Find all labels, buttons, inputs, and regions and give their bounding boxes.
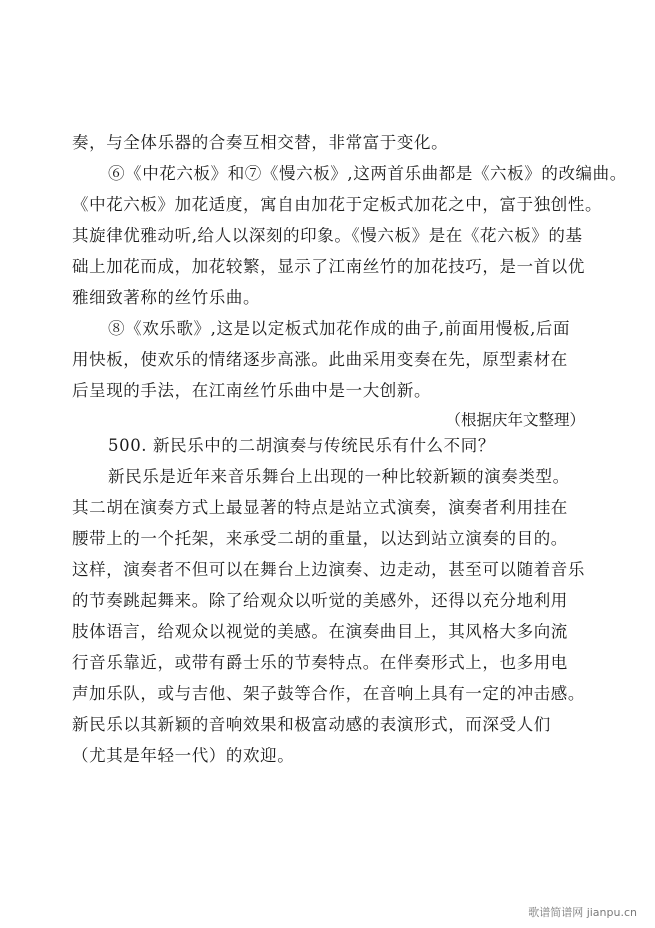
paragraph-line: （尤其是年轻一代）的欢迎。 <box>72 746 295 765</box>
attribution-note: （根据庆年文整理） <box>445 411 585 429</box>
paragraph-line: 《中花六板》加花适度，寓自由加花于定板式加花之中，富于独创性。 <box>72 195 603 214</box>
question-heading: 500. 新民乐中的二胡演奏与传统民乐有什么不同？ <box>108 436 495 455</box>
paragraph-line: 础上加花而成，加花较繁，显示了江南丝竹的加花技巧，是一首以优 <box>72 257 585 276</box>
paragraph-line: 后呈现的手法，在江南丝竹乐曲中是一大创新。 <box>72 381 432 400</box>
paragraph-line: 新民乐是近年来音乐舞台上出现的一种比较新颖的演奏类型。 <box>108 467 570 486</box>
paragraph-line: 这样，演奏者不但可以在舞台上边演奏、边走动，甚至可以随着音乐 <box>72 560 585 579</box>
paragraph-line: 行音乐靠近，或带有爵士乐的节奏特点。在伴奏形式上，也多用电 <box>72 653 568 672</box>
paragraph-line: 雅细致著称的丝竹乐曲。 <box>72 288 261 307</box>
site-watermark: 歌谱简谱网 jianpu.cn <box>528 906 637 919</box>
paragraph-line: 新民乐以其新颖的音响效果和极富动感的表演形式，而深受人们 <box>72 715 551 734</box>
paragraph-line: 其二胡在演奏方式上最显著的特点是站立式演奏，演奏者利用挂在 <box>72 498 568 517</box>
paragraph-line: 声加乐队，或与吉他、架子鼓等合作，在音响上具有一定的冲击感。 <box>72 684 585 703</box>
paragraph-line: 奏，与全体乐器的合奏互相交替，非常富于变化。 <box>72 133 449 152</box>
paragraph-line: 其旋律优雅动听,给人以深刻的印象。《慢六板》是在《花六板》的基 <box>72 226 583 245</box>
paragraph-line: ⑥《中花六板》和⑦《慢六板》,这两首乐曲都是《六板》的改编曲。 <box>108 164 627 183</box>
paragraph-line: 肢体语言，给观众以视觉的美感。在演奏曲目上，其风格大多向流 <box>72 622 568 641</box>
paragraph-line: 腰带上的一个托架，来承受二胡的重量，以达到站立演奏的目的。 <box>72 529 568 548</box>
paragraph-line: 用快板，使欢乐的情绪逐步高涨。此曲采用变奏在先，原型素材在 <box>72 350 568 369</box>
paragraph-line: 的节奏跳起舞来。除了给观众以听觉的美感外，还得以充分地利用 <box>72 591 568 610</box>
paragraph-line: ⑧《欢乐歌》,这是以定板式加花作成的曲子,前面用慢板,后面 <box>108 319 571 338</box>
